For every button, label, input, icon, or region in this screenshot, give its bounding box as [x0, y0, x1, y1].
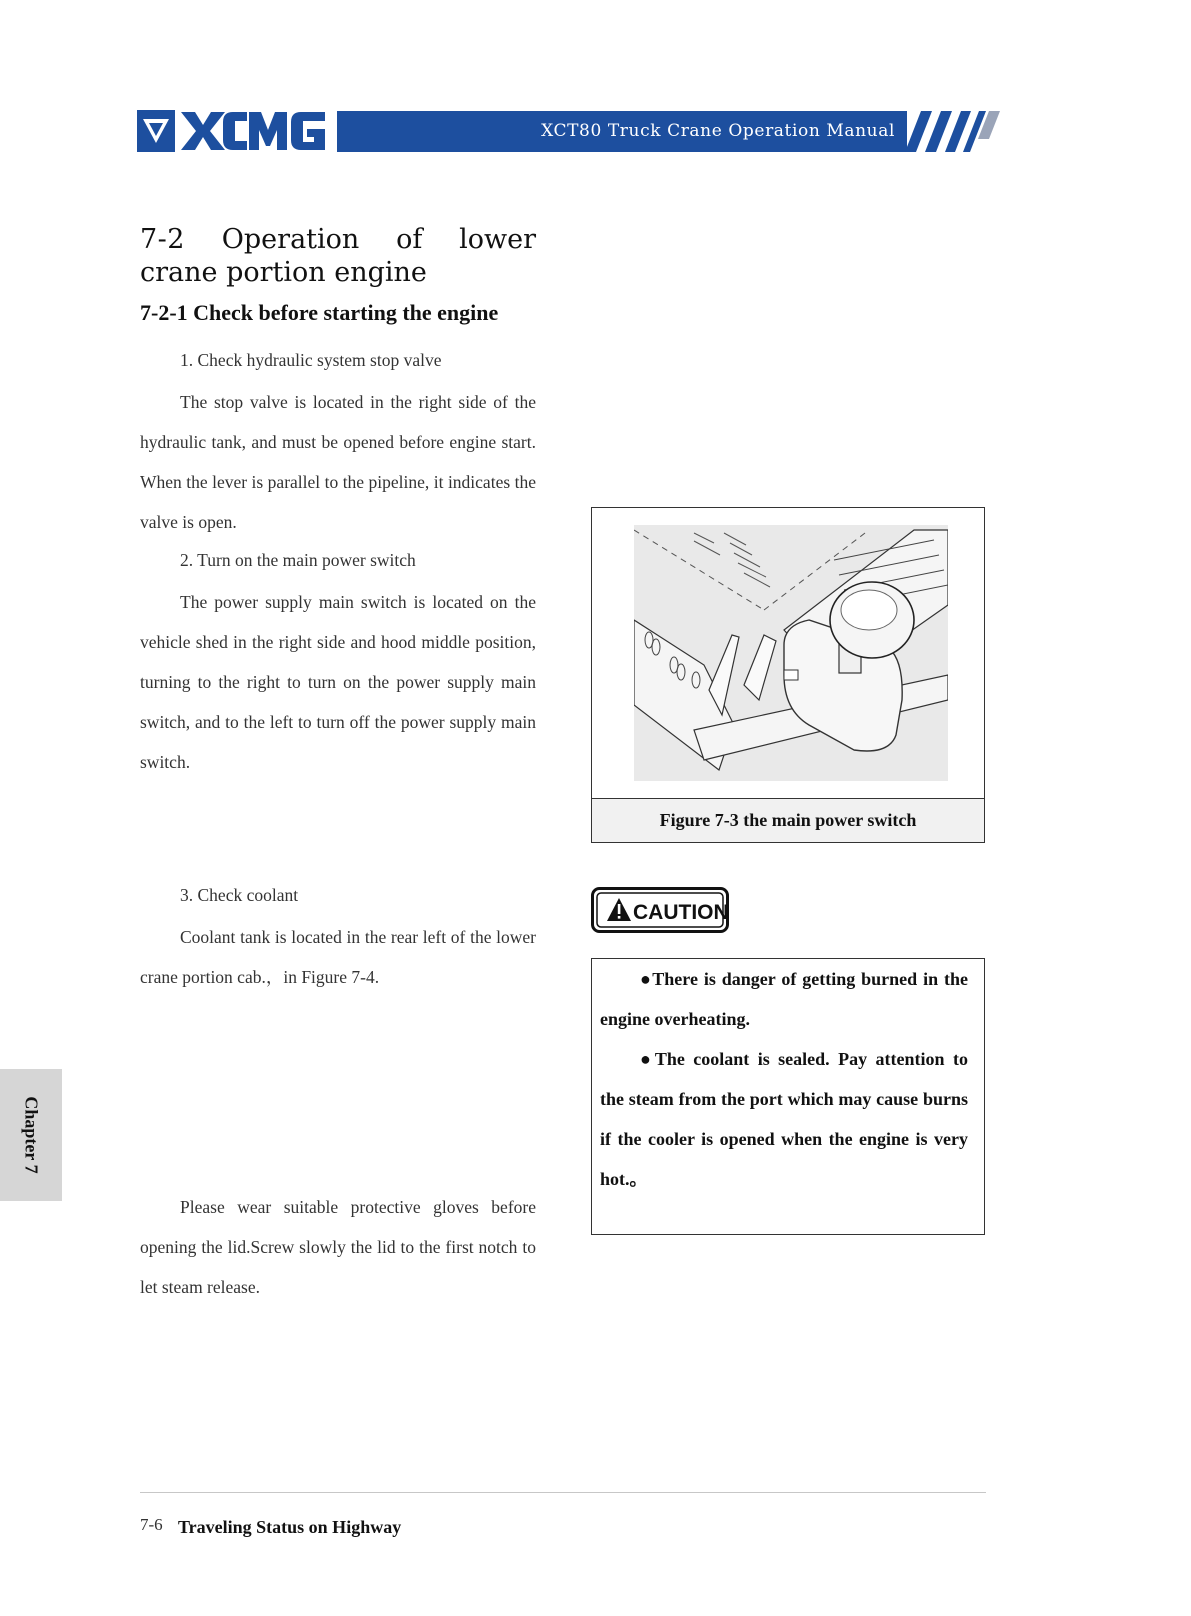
item-2-heading: 2. Turn on the main power switch: [180, 550, 416, 570]
footer-page-number: 7-6: [140, 1515, 163, 1534]
gloves-note: [140, 1187, 536, 1307]
caution-point-2: [600, 1039, 968, 1199]
bullet-icon: ●: [640, 1049, 655, 1069]
chapter-tab-label: Chapter 7: [21, 1096, 42, 1174]
xcmg-logo: [137, 110, 327, 152]
caution-point-2-text: The coolant is sealed. Pay attention to the steam from the port which may cause burns if the cooler is opened when the engine is very hot.。: [600, 1049, 968, 1189]
section-heading: [140, 223, 536, 289]
figure-caption: Figure 7-3 the main power switch: [592, 798, 984, 842]
item-2-text: The power supply main switch is located on the vehicle shed in the right side and hood middle position, turning to the right to turn on the power supply main switch, and to the left to turn off the power supply main switch.: [140, 592, 536, 772]
item-3-text: Coolant tank is located in the rear left of the lower crane portion cab.，in Figure 7-4.: [140, 927, 536, 987]
item-3-heading: 3. Check coolant: [180, 885, 299, 905]
caution-point-1-text: There is danger of getting burned in the engine overheating.: [600, 969, 968, 1029]
footer-chapter-title: Traveling Status on Highway: [178, 1517, 402, 1537]
subsection-heading: 7-2-1 Check before starting the engine: [140, 300, 499, 325]
footer-rule: [140, 1492, 986, 1493]
header-stripes-icon: [905, 111, 1000, 152]
item-1-text: The stop valve is located in the right side of the hydraulic tank, and must be opened before engine start. When the lever is parallel to the pipeline, it indicates the valve is open.: [140, 392, 536, 532]
item-3-body: [140, 917, 536, 997]
item-1-body: [140, 382, 536, 542]
chapter-side-tab: [0, 1069, 62, 1201]
caution-badge: [591, 887, 729, 933]
caution-label: CAUTION: [633, 901, 729, 924]
caution-box: [591, 958, 985, 1235]
section-title: Operation of lower crane portion engine: [140, 224, 536, 288]
main-power-switch-illustration: [634, 525, 948, 781]
gloves-note-text: Please wear suitable protective gloves before opening the lid.Screw slowly the lid to the first notch to let steam release.: [140, 1197, 536, 1297]
bullet-icon: ●: [640, 969, 653, 989]
item-2-body: [140, 582, 536, 782]
section-number: 7-2: [140, 224, 185, 255]
item-1-heading: 1. Check hydraulic system stop valve: [180, 350, 442, 370]
figure-7-3: [591, 507, 985, 843]
header-banner: [337, 111, 907, 152]
manual-title: XCT80 Truck Crane Operation Manual: [541, 121, 895, 141]
caution-point-1: [600, 959, 968, 1039]
